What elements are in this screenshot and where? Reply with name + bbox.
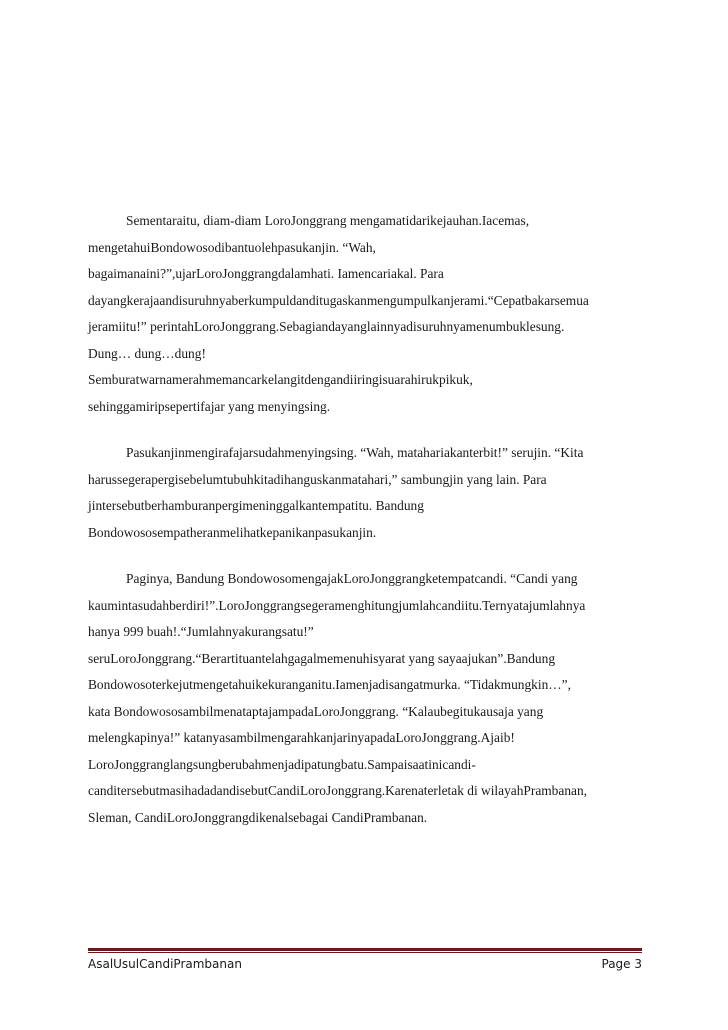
text-line: bagaimanaini?”,ujarLoroJonggrangdalamhati. Iamencariakal. Para <box>88 266 444 281</box>
text-line: hanya 999 buah!.“Jumlahnyakurangsatu!” <box>88 624 314 639</box>
text-line: LoroJonggranglangsungberubahmenjadipatungbatu.Sampaisaatinicandi- <box>88 756 476 772</box>
text-line: sehinggamiripsepertifajar yang menyingsing. <box>88 398 331 414</box>
paragraph-2 <box>88 440 648 546</box>
document-body <box>88 208 648 831</box>
text-line: Bondowosoterkejutmengetahuikekuranganitu.Iamenjadisangatmurka. “Tidakmungkin…”, <box>88 677 571 692</box>
text-line: kata BondowososambilmenataptajampadaLoroJonggrang. “Kalaubegitukausaja yang <box>88 703 544 719</box>
paragraph-1 <box>88 208 648 420</box>
text-line: mengetahuiBondowosodibantuolehpasukanjin. “Wah, <box>88 239 376 255</box>
text-line: canditersebutmasihadadandisebutCandiLoroJonggrang.Karenaterletak di wilayahPrambanan, <box>88 783 588 798</box>
footer-row <box>88 957 642 971</box>
text-line: Sleman, CandiLoroJonggrangdikenalsebagai CandiPrambanan. <box>88 809 428 825</box>
text-line: kaumintasudahberdiri!”.LoroJonggrangsegeramenghitungjumlahcandiitu.Ternyatajumlahnya <box>88 597 586 613</box>
text-line: jeramiitu!” perintahLoroJonggrang.Sebagiandayanglainnyadisuruhnyamenumbuklesung. <box>88 319 565 334</box>
text-line: melengkapinya!” katanyasambilmengarahkanjarinyapadaLoroJonggrang.Ajaib! <box>88 730 515 745</box>
text-line: harussegerapergisebelumtubuhkitadihanguskanmatahari,” sambungjin yang lain. Para <box>88 471 547 487</box>
page-number: Page 3 <box>601 957 642 971</box>
text-line: Sementaraitu, diam-diam LoroJonggrang mengamatidarikejauhan.Iacemas, <box>126 213 530 228</box>
page-footer <box>88 948 642 971</box>
footer-title: AsalUsulCandiPrambanan <box>88 957 242 971</box>
text-line: dayangkerajaandisuruhnyaberkumpuldanditugaskanmengumpulkanjerami.“Cepatbakarsemua <box>88 292 589 308</box>
footer-rule <box>88 948 642 951</box>
footer-rule <box>88 952 642 953</box>
text-line: Dung… dung…dung! <box>88 345 206 361</box>
paragraph-3 <box>88 566 648 831</box>
text-line: Paginya, Bandung BondowosomengajakLoroJonggrangketempatcandi. “Candi yang <box>126 571 578 586</box>
text-line: Pasukanjinmengirafajarsudahmenyingsing. “Wah, matahariakanterbit!” serujin. “Kita <box>126 445 584 460</box>
text-line: Bondowososempatheranmelihatkepanikanpasukanjin. <box>88 524 377 540</box>
text-line: seruLoroJonggrang.“Berartituantelahgagalmemenuhisyarat yang sayaajukan”.Bandung <box>88 650 556 666</box>
text-line: Semburatwarnamerahmemancarkelangitdengandiiringisuarahirukpikuk, <box>88 372 473 387</box>
text-line: jintersebutberhamburanpergimeninggalkantempatitu. Bandung <box>88 498 424 513</box>
